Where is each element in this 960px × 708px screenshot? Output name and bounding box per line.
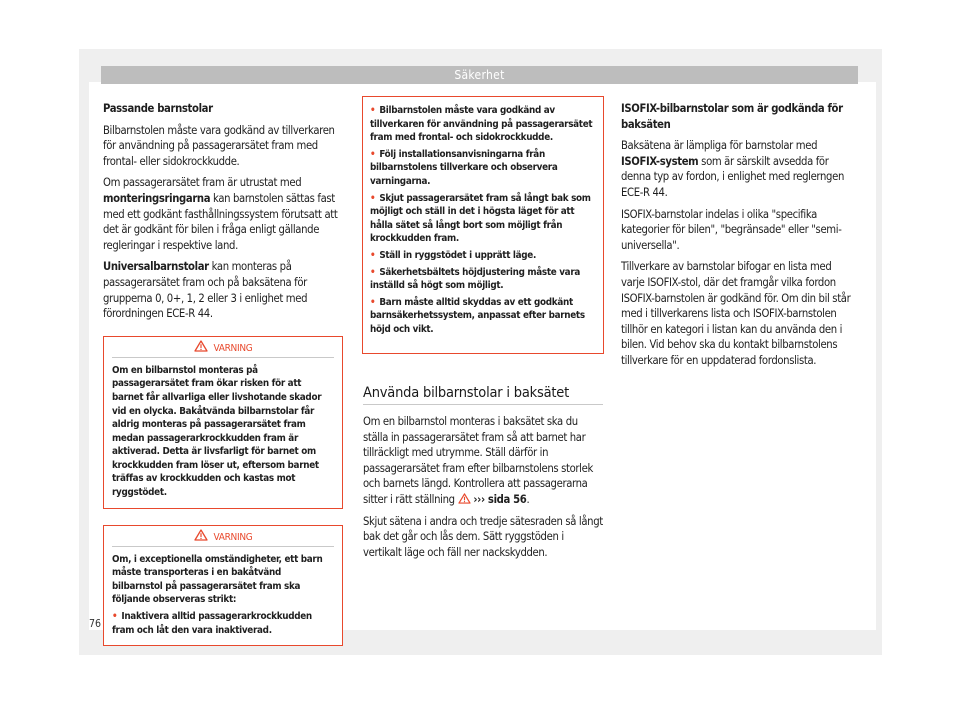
warning-list-item: • Barn måste alltid skyddas av ett godkänt barnsäkerhetssystem, anpassat efter barnets höjd och vikt. <box>370 296 585 335</box>
paragraph-universal: Universalbarnstolar kan monteras på passagerarsätet fram och på baksätena för grupperna 0, 0+, 1, 2 eller 3 i enlighet med förordningen ECE-R 44. <box>103 260 308 321</box>
section-title: Använda bilbarnstolar i baksätet <box>363 385 570 401</box>
section-body <box>363 414 603 566</box>
paragraph-seat-rows: Skjut sätena i andra och tredje sätesraden så långt bak det går och lås dem. Sätt ryggstöden i vertikalt läge och fäll ner nackskydden. <box>363 514 603 559</box>
warning-list-item: • Inaktivera alltid passagerarkrockkudden fram och låt den vara inaktiverad. <box>112 611 312 636</box>
paragraph-mounting-rings: Om passagerarsätet fram är utrustat med monteringsringarna kan barnstolen sättas fast med ett godkänt fasthållningssystem förutsatt att det är godkänt för bilen i fråga enligt gällande regleringar i respektive land. <box>103 176 338 252</box>
warning-box-continued <box>362 96 604 354</box>
section-divider <box>363 404 603 405</box>
warning-list-item: • Säkerhetsbältets höjdjustering måste vara inställd så högt som möjligt. <box>370 266 581 292</box>
paragraph-approval: Bilbarnstolen måste vara godkänd av tillverkaren för användning på passagerarsätet fram med frontal- eller sidokrockkudde. <box>103 123 335 168</box>
warning-triangle-icon <box>194 529 208 541</box>
warning-list-item: • Bilbarnstolen måste vara godkänd av tillverkaren för användning på passagerarsätet fram med frontal- och sidokrockkudde. <box>370 105 593 144</box>
column-left <box>103 101 343 646</box>
heading-passande-barnstolar: Passande barnstolar <box>103 102 213 115</box>
bullet-icon: • <box>370 148 376 160</box>
warning-list <box>370 104 596 337</box>
paragraph-rear-seat: Om en bilbarnstol monteras i baksätet ska du ställa in passagerarsätet fram så att barnet har tillräckligt med utrymme. Ställ därför in passagerarsätet fram efter bilbarnstolens storlek och barnets längd. Kontrollera att passagerarna sitter i rätt ställning ››› sida 56. <box>363 415 593 506</box>
warning-text <box>112 546 334 638</box>
warning-triangle-icon <box>194 340 208 352</box>
page-reference-link[interactable]: ››› sida 56 <box>473 492 527 506</box>
bullet-icon: • <box>370 249 376 261</box>
paragraph-isofix-list: Tillverkare av barnstolar bifogar en lista med varje ISOFIX-stol, där det framgår vilka fordon ISOFIX-barnstolen är godkänd för. Om din bil står med i tillverkarens lista och ISOFIX-barnstolen tillhör en kategori i listan kan du använda den i bilen. Vid behov ska du kontakt bilbarnstolens tillverkare för en uppdaterad fordonslista. <box>621 260 851 367</box>
warning-list-item: • Skjut passagerarsätet fram så långt bak som möjligt och ställ in det i högsta läget för att hålla sätet så långt bort som möjligt från krockkudden fram. <box>370 192 591 245</box>
warning-box-1 <box>103 336 343 509</box>
warning-intro: Om, i exceptionella omständigheter, ett barn måste transporteras i en bakåtvänd bilbarnstol på passagerarsätet fram ska följande observeras strikt: <box>112 553 323 606</box>
bullet-icon: • <box>112 611 118 623</box>
bullet-icon: • <box>370 266 376 278</box>
page-number: 76 <box>89 618 102 630</box>
section-header: Säkerhet <box>101 66 858 84</box>
column-right <box>621 101 857 375</box>
bullet-icon: • <box>370 105 376 116</box>
warning-header: VARNING <box>104 526 342 546</box>
warning-list-item: • Följ installationsanvisningarna från bilbarnstolens tillverkare och observera varningarna. <box>370 148 558 187</box>
warning-triangle-icon <box>458 493 471 504</box>
warning-header: VARNING <box>104 337 342 357</box>
bullet-icon: • <box>370 192 376 204</box>
warning-list <box>112 610 334 637</box>
paragraph-isofix-categories: ISOFIX-barnstolar indelas i olika "specifika kategorier för bilen", "begränsade" eller "semi-universella". <box>621 207 842 252</box>
warning-box-2 <box>103 525 343 647</box>
paragraph-isofix-system: Baksätena är lämpliga för barnstolar med ISOFIX-system som är särskilt avsedda för denna typ av fordon, i enlighet med reglerngen ECE-R 44. <box>621 139 844 199</box>
heading-isofix: ISOFIX-bilbarnstolar som är godkända för baksäten <box>621 102 843 131</box>
warning-text: Om en bilbarnstol monteras på passagerarsätet fram ökar risken för att barnet får allvarliga eller livshotande skador vid en olycka. Bakåtvända bilbarnstolar får aldrig monteras på passagerarsätet fram medan passagerarkrockkudden fram är aktiverad. Detta är livsfarligt för barnet om krockkudden fram löser ut, eftersom barnet träffas av krockkudden och kastas mot ryggstödet. <box>112 357 334 500</box>
warning-list-item: • Ställ in ryggstödet i upprätt läge. <box>370 249 536 261</box>
bullet-icon: • <box>370 296 376 308</box>
